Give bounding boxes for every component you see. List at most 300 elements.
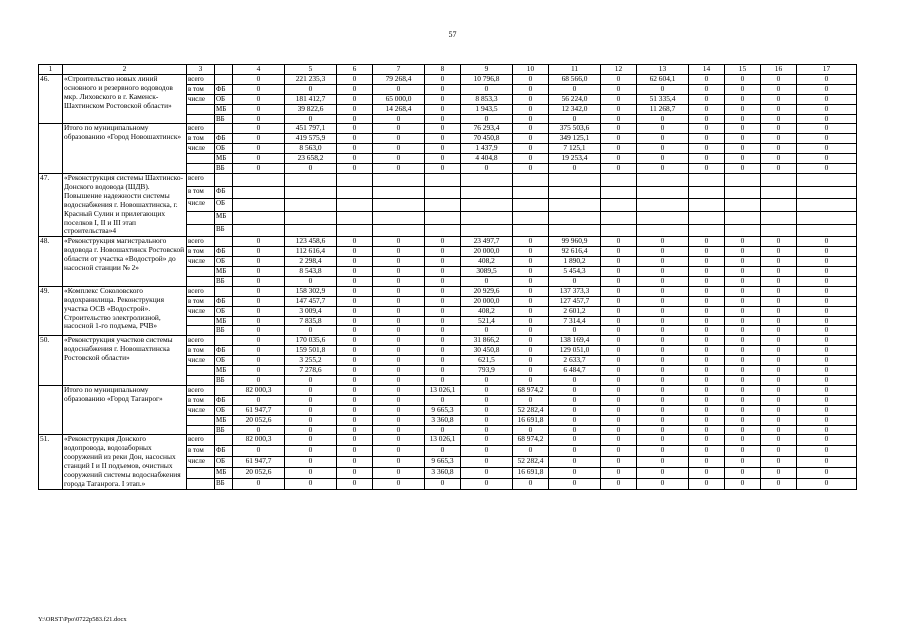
value-cell: 408,2 <box>461 306 513 316</box>
value-cell <box>725 186 761 199</box>
value-cell: 0 <box>337 468 373 479</box>
value-cell: 0 <box>601 385 637 395</box>
value-cell: 0 <box>689 316 725 326</box>
value-cell: 12 342,0 <box>549 104 601 114</box>
header-cell: 8 <box>425 65 461 75</box>
project-description: «Строительство новых линий основного и резервного водоводов мкр. Лиховского в г. Каменск-Шахтинском Ростовской области» <box>63 74 187 124</box>
value-cell: 0 <box>601 356 637 366</box>
footer-file-path: Y:\ORST\Ppo\0722p583.f21.docx <box>38 616 127 623</box>
value-cell: 0 <box>233 306 285 316</box>
value-cell: 0 <box>373 336 425 346</box>
value-cell: 129 051,0 <box>549 346 601 356</box>
value-cell: 0 <box>373 425 425 435</box>
budget-source <box>215 74 233 84</box>
value-cell: 0 <box>725 376 761 386</box>
value-cell: 0 <box>337 276 373 286</box>
value-cell: 0 <box>797 468 857 479</box>
value-cell: 20 929,6 <box>461 286 513 296</box>
value-cell: 9 665,3 <box>425 405 461 415</box>
value-cell: 8 853,3 <box>461 94 513 104</box>
value-cell: 0 <box>373 468 425 479</box>
row-label <box>187 267 215 277</box>
value-cell: 0 <box>725 74 761 84</box>
budget-table <box>38 64 857 490</box>
value-cell: 0 <box>425 316 461 326</box>
value-cell: 0 <box>637 316 689 326</box>
value-cell: 0 <box>601 267 637 277</box>
value-cell <box>373 224 425 237</box>
value-cell: 0 <box>513 286 549 296</box>
value-cell <box>461 173 513 186</box>
value-cell: 0 <box>797 154 857 164</box>
budget-source: ФБ <box>215 346 233 356</box>
value-cell: 0 <box>601 94 637 104</box>
value-cell: 56 224,0 <box>549 94 601 104</box>
value-cell: 0 <box>797 415 857 425</box>
value-cell: 0 <box>337 356 373 366</box>
value-cell: 138 169,4 <box>549 336 601 346</box>
value-cell: 0 <box>637 306 689 316</box>
value-cell: 0 <box>689 425 725 435</box>
row-label <box>187 154 215 164</box>
value-cell: 0 <box>233 395 285 405</box>
value-cell: 0 <box>425 356 461 366</box>
header-cell: 14 <box>689 65 725 75</box>
value-cell: 0 <box>337 84 373 94</box>
row-number: 50. <box>39 336 63 386</box>
value-cell: 0 <box>797 346 857 356</box>
row-number: 47. <box>39 173 63 236</box>
value-cell: 0 <box>337 257 373 267</box>
budget-source: ФБ <box>215 84 233 94</box>
value-cell: 0 <box>761 478 797 489</box>
value-cell <box>425 211 461 224</box>
value-cell: 0 <box>797 84 857 94</box>
value-cell: 0 <box>337 346 373 356</box>
value-cell: 0 <box>689 84 725 94</box>
value-cell <box>461 199 513 212</box>
value-cell: 0 <box>337 435 373 446</box>
value-cell: 0 <box>797 104 857 114</box>
header-cell: 4 <box>233 65 285 75</box>
value-cell: 0 <box>761 395 797 405</box>
value-cell: 0 <box>425 296 461 306</box>
value-cell: 20 000,0 <box>461 296 513 306</box>
value-cell: 0 <box>337 376 373 386</box>
budget-source <box>215 124 233 134</box>
value-cell: 3 255,2 <box>285 356 337 366</box>
value-cell: 0 <box>761 376 797 386</box>
row-label <box>187 366 215 376</box>
value-cell: 0 <box>233 84 285 94</box>
value-cell: 0 <box>689 247 725 257</box>
row-label: числе <box>187 94 215 104</box>
value-cell: 23 658,2 <box>285 154 337 164</box>
value-cell: 0 <box>761 366 797 376</box>
budget-source: ВБ <box>215 478 233 489</box>
value-cell: 0 <box>513 366 549 376</box>
value-cell: 68 974,2 <box>513 385 549 395</box>
value-cell: 0 <box>761 296 797 306</box>
value-cell: 0 <box>425 84 461 94</box>
value-cell <box>689 186 725 199</box>
value-cell: 0 <box>513 84 549 94</box>
value-cell <box>601 199 637 212</box>
value-cell: 0 <box>601 154 637 164</box>
value-cell: 0 <box>761 124 797 134</box>
value-cell: 0 <box>689 405 725 415</box>
value-cell: 0 <box>689 154 725 164</box>
value-cell: 0 <box>373 267 425 277</box>
value-cell: 0 <box>601 114 637 124</box>
value-cell: 0 <box>373 366 425 376</box>
row-label: в том <box>187 247 215 257</box>
value-cell: 0 <box>725 247 761 257</box>
value-cell: 0 <box>689 468 725 479</box>
value-cell <box>601 211 637 224</box>
value-cell: 0 <box>725 385 761 395</box>
value-cell: 0 <box>461 326 513 336</box>
value-cell: 0 <box>373 164 425 174</box>
header-cell: 9 <box>461 65 513 75</box>
value-cell: 0 <box>761 336 797 346</box>
value-cell <box>637 211 689 224</box>
value-cell: 0 <box>601 144 637 154</box>
value-cell: 0 <box>797 316 857 326</box>
value-cell: 0 <box>601 74 637 84</box>
value-cell: 0 <box>425 276 461 286</box>
value-cell: 0 <box>425 144 461 154</box>
value-cell: 99 960,9 <box>549 237 601 247</box>
row-label: в том <box>187 346 215 356</box>
value-cell: 10 796,8 <box>461 74 513 84</box>
header-cell: 17 <box>797 65 857 75</box>
header-cell: 10 <box>513 65 549 75</box>
value-cell: 0 <box>637 84 689 94</box>
value-cell: 0 <box>797 446 857 457</box>
value-cell: 0 <box>761 346 797 356</box>
row-number: 48. <box>39 237 63 287</box>
value-cell: 0 <box>285 425 337 435</box>
value-cell: 0 <box>725 395 761 405</box>
value-cell: 0 <box>337 74 373 84</box>
value-cell: 0 <box>337 247 373 257</box>
row-label: в том <box>187 296 215 306</box>
value-cell: 0 <box>233 154 285 164</box>
value-cell <box>689 224 725 237</box>
value-cell: 0 <box>637 336 689 346</box>
value-cell: 0 <box>425 104 461 114</box>
value-cell <box>373 186 425 199</box>
value-cell: 0 <box>725 478 761 489</box>
value-cell: 16 691,8 <box>513 468 549 479</box>
value-cell: 0 <box>337 336 373 346</box>
value-cell: 0 <box>725 306 761 316</box>
value-cell: 521,4 <box>461 316 513 326</box>
value-cell: 0 <box>725 405 761 415</box>
header-cell: 13 <box>637 65 689 75</box>
budget-source: ВБ <box>215 425 233 435</box>
budget-source: ОБ <box>215 457 233 468</box>
value-cell: 11 268,7 <box>637 104 689 114</box>
value-cell: 0 <box>373 124 425 134</box>
value-cell: 2 298,4 <box>285 257 337 267</box>
value-cell: 0 <box>425 134 461 144</box>
value-cell: 0 <box>797 376 857 386</box>
value-cell: 0 <box>689 276 725 286</box>
value-cell: 0 <box>337 164 373 174</box>
value-cell: 0 <box>601 104 637 114</box>
value-cell: 0 <box>637 356 689 366</box>
value-cell: 0 <box>373 296 425 306</box>
value-cell: 7 125,1 <box>549 144 601 154</box>
value-cell: 52 282,4 <box>513 405 549 415</box>
value-cell: 0 <box>337 104 373 114</box>
value-cell: 0 <box>797 267 857 277</box>
value-cell: 0 <box>689 385 725 395</box>
row-label: в том <box>187 84 215 94</box>
value-cell: 3089,5 <box>461 267 513 277</box>
value-cell: 20 052,6 <box>233 415 285 425</box>
value-cell: 0 <box>689 94 725 104</box>
value-cell <box>233 199 285 212</box>
value-cell <box>725 199 761 212</box>
value-cell: 68 566,0 <box>549 74 601 84</box>
value-cell: 0 <box>513 257 549 267</box>
value-cell <box>285 224 337 237</box>
value-cell: 0 <box>373 446 425 457</box>
row-label: числе <box>187 257 215 267</box>
value-cell: 0 <box>549 395 601 405</box>
header-cell: 1 <box>39 65 63 75</box>
value-cell: 0 <box>725 468 761 479</box>
value-cell: 0 <box>425 425 461 435</box>
value-cell: 0 <box>761 326 797 336</box>
value-cell: 0 <box>725 457 761 468</box>
project-description: «Реконструкция системы Шахтинско-Донского водовода (ШДВ). Повышение надежности системы водоснабжения г. Новошахтинска, г. Красный Сулин и прилегающих поселков I, II и III этап строительства»4 <box>63 173 187 236</box>
value-cell: 0 <box>425 114 461 124</box>
value-cell: 0 <box>725 296 761 306</box>
value-cell: 0 <box>513 247 549 257</box>
value-cell: 0 <box>425 446 461 457</box>
value-cell: 0 <box>601 366 637 376</box>
value-cell: 0 <box>513 74 549 84</box>
value-cell: 0 <box>601 306 637 316</box>
value-cell: 158 302,9 <box>285 286 337 296</box>
value-cell: 0 <box>513 144 549 154</box>
budget-source <box>215 336 233 346</box>
value-cell: 0 <box>797 114 857 124</box>
budget-source: ФБ <box>215 186 233 199</box>
value-cell: 0 <box>797 94 857 104</box>
value-cell: 0 <box>285 326 337 336</box>
value-cell: 0 <box>425 326 461 336</box>
value-cell: 0 <box>637 346 689 356</box>
value-cell: 52 282,4 <box>513 457 549 468</box>
value-cell: 0 <box>761 276 797 286</box>
value-cell: 0 <box>689 237 725 247</box>
value-cell: 0 <box>513 326 549 336</box>
value-cell: 0 <box>373 134 425 144</box>
value-cell: 4 404,8 <box>461 154 513 164</box>
value-cell: 0 <box>513 237 549 247</box>
table-row <box>39 336 857 346</box>
value-cell: 7 314,4 <box>549 316 601 326</box>
budget-source: МБ <box>215 211 233 224</box>
value-cell: 0 <box>513 134 549 144</box>
value-cell: 0 <box>425 366 461 376</box>
row-label <box>187 104 215 114</box>
project-description: «Комплекс Соколовского водохранилища. Реконструкция участка ОСВ «Водострой». Строительство электролизной, насосной 1-го подъема, РЧВ» <box>63 286 187 336</box>
project-description: Итого по муниципальному образованию «Город Новошахтинск» <box>63 124 187 174</box>
budget-source: МБ <box>215 267 233 277</box>
value-cell <box>549 199 601 212</box>
value-cell <box>637 199 689 212</box>
budget-source: МБ <box>215 415 233 425</box>
value-cell: 0 <box>637 435 689 446</box>
value-cell: 349 125,1 <box>549 134 601 144</box>
value-cell <box>285 173 337 186</box>
value-cell: 0 <box>337 405 373 415</box>
value-cell: 0 <box>761 257 797 267</box>
row-label: числе <box>187 144 215 154</box>
header-cell: 5 <box>285 65 337 75</box>
row-number: 51. <box>39 435 63 489</box>
value-cell: 0 <box>689 164 725 174</box>
value-cell: 0 <box>285 385 337 395</box>
value-cell <box>797 186 857 199</box>
value-cell: 82 000,3 <box>233 385 285 395</box>
value-cell: 0 <box>601 376 637 386</box>
header-row <box>39 65 857 75</box>
row-number: 49. <box>39 286 63 336</box>
value-cell: 0 <box>285 446 337 457</box>
row-label: числе <box>187 306 215 316</box>
value-cell: 30 450,8 <box>461 346 513 356</box>
value-cell: 0 <box>797 366 857 376</box>
value-cell: 0 <box>513 276 549 286</box>
value-cell: 451 797,1 <box>285 124 337 134</box>
value-cell: 0 <box>513 114 549 124</box>
value-cell: 0 <box>689 257 725 267</box>
value-cell: 0 <box>549 405 601 415</box>
budget-source: МБ <box>215 104 233 114</box>
value-cell: 5 454,3 <box>549 267 601 277</box>
value-cell: 0 <box>601 164 637 174</box>
value-cell <box>233 173 285 186</box>
row-label <box>187 326 215 336</box>
value-cell: 0 <box>761 286 797 296</box>
value-cell: 1 943,5 <box>461 104 513 114</box>
value-cell <box>725 224 761 237</box>
value-cell: 0 <box>725 94 761 104</box>
value-cell: 31 866,2 <box>461 336 513 346</box>
budget-source: ВБ <box>215 164 233 174</box>
value-cell: 13 026,1 <box>425 385 461 395</box>
value-cell: 3 360,8 <box>425 468 461 479</box>
value-cell: 0 <box>233 366 285 376</box>
value-cell: 0 <box>285 415 337 425</box>
value-cell: 0 <box>637 237 689 247</box>
value-cell: 0 <box>601 446 637 457</box>
value-cell: 0 <box>425 247 461 257</box>
value-cell <box>233 224 285 237</box>
value-cell <box>373 211 425 224</box>
value-cell: 0 <box>373 478 425 489</box>
value-cell: 0 <box>601 435 637 446</box>
value-cell: 0 <box>689 144 725 154</box>
row-label: числе <box>187 199 215 212</box>
value-cell: 0 <box>549 114 601 124</box>
row-number <box>39 124 63 174</box>
value-cell <box>373 199 425 212</box>
header-cell: 12 <box>601 65 637 75</box>
value-cell <box>549 186 601 199</box>
value-cell: 0 <box>797 336 857 346</box>
value-cell: 0 <box>549 385 601 395</box>
value-cell: 0 <box>761 267 797 277</box>
value-cell: 0 <box>601 346 637 356</box>
value-cell: 0 <box>285 457 337 468</box>
value-cell: 8 563,0 <box>285 144 337 154</box>
row-number <box>39 385 63 435</box>
value-cell: 0 <box>373 457 425 468</box>
value-cell: 0 <box>761 247 797 257</box>
value-cell: 0 <box>797 144 857 154</box>
value-cell: 0 <box>373 154 425 164</box>
value-cell: 0 <box>233 446 285 457</box>
value-cell: 0 <box>689 306 725 316</box>
value-cell: 0 <box>461 405 513 415</box>
value-cell: 0 <box>337 154 373 164</box>
value-cell: 0 <box>233 144 285 154</box>
value-cell: 0 <box>337 267 373 277</box>
budget-source <box>215 237 233 247</box>
value-cell: 221 235,3 <box>285 74 337 84</box>
value-cell: 39 822,6 <box>285 104 337 114</box>
value-cell: 0 <box>601 286 637 296</box>
value-cell: 0 <box>233 276 285 286</box>
value-cell: 0 <box>461 468 513 479</box>
value-cell <box>513 211 549 224</box>
value-cell: 123 458,6 <box>285 237 337 247</box>
value-cell: 0 <box>233 267 285 277</box>
value-cell: 0 <box>513 346 549 356</box>
budget-source: ВБ <box>215 224 233 237</box>
value-cell <box>637 224 689 237</box>
value-cell: 0 <box>373 405 425 415</box>
value-cell: 0 <box>513 478 549 489</box>
value-cell: 419 575,9 <box>285 134 337 144</box>
value-cell <box>513 173 549 186</box>
value-cell: 0 <box>637 385 689 395</box>
budget-source: ОБ <box>215 199 233 212</box>
value-cell: 0 <box>425 336 461 346</box>
value-cell: 0 <box>285 164 337 174</box>
row-label: в том <box>187 446 215 457</box>
value-cell: 0 <box>461 84 513 94</box>
value-cell: 0 <box>233 478 285 489</box>
value-cell: 76 293,4 <box>461 124 513 134</box>
value-cell: 0 <box>233 376 285 386</box>
value-cell: 0 <box>513 356 549 366</box>
value-cell <box>761 199 797 212</box>
value-cell: 0 <box>601 457 637 468</box>
value-cell: 0 <box>285 435 337 446</box>
value-cell: 0 <box>637 457 689 468</box>
row-label <box>187 276 215 286</box>
value-cell: 0 <box>689 446 725 457</box>
